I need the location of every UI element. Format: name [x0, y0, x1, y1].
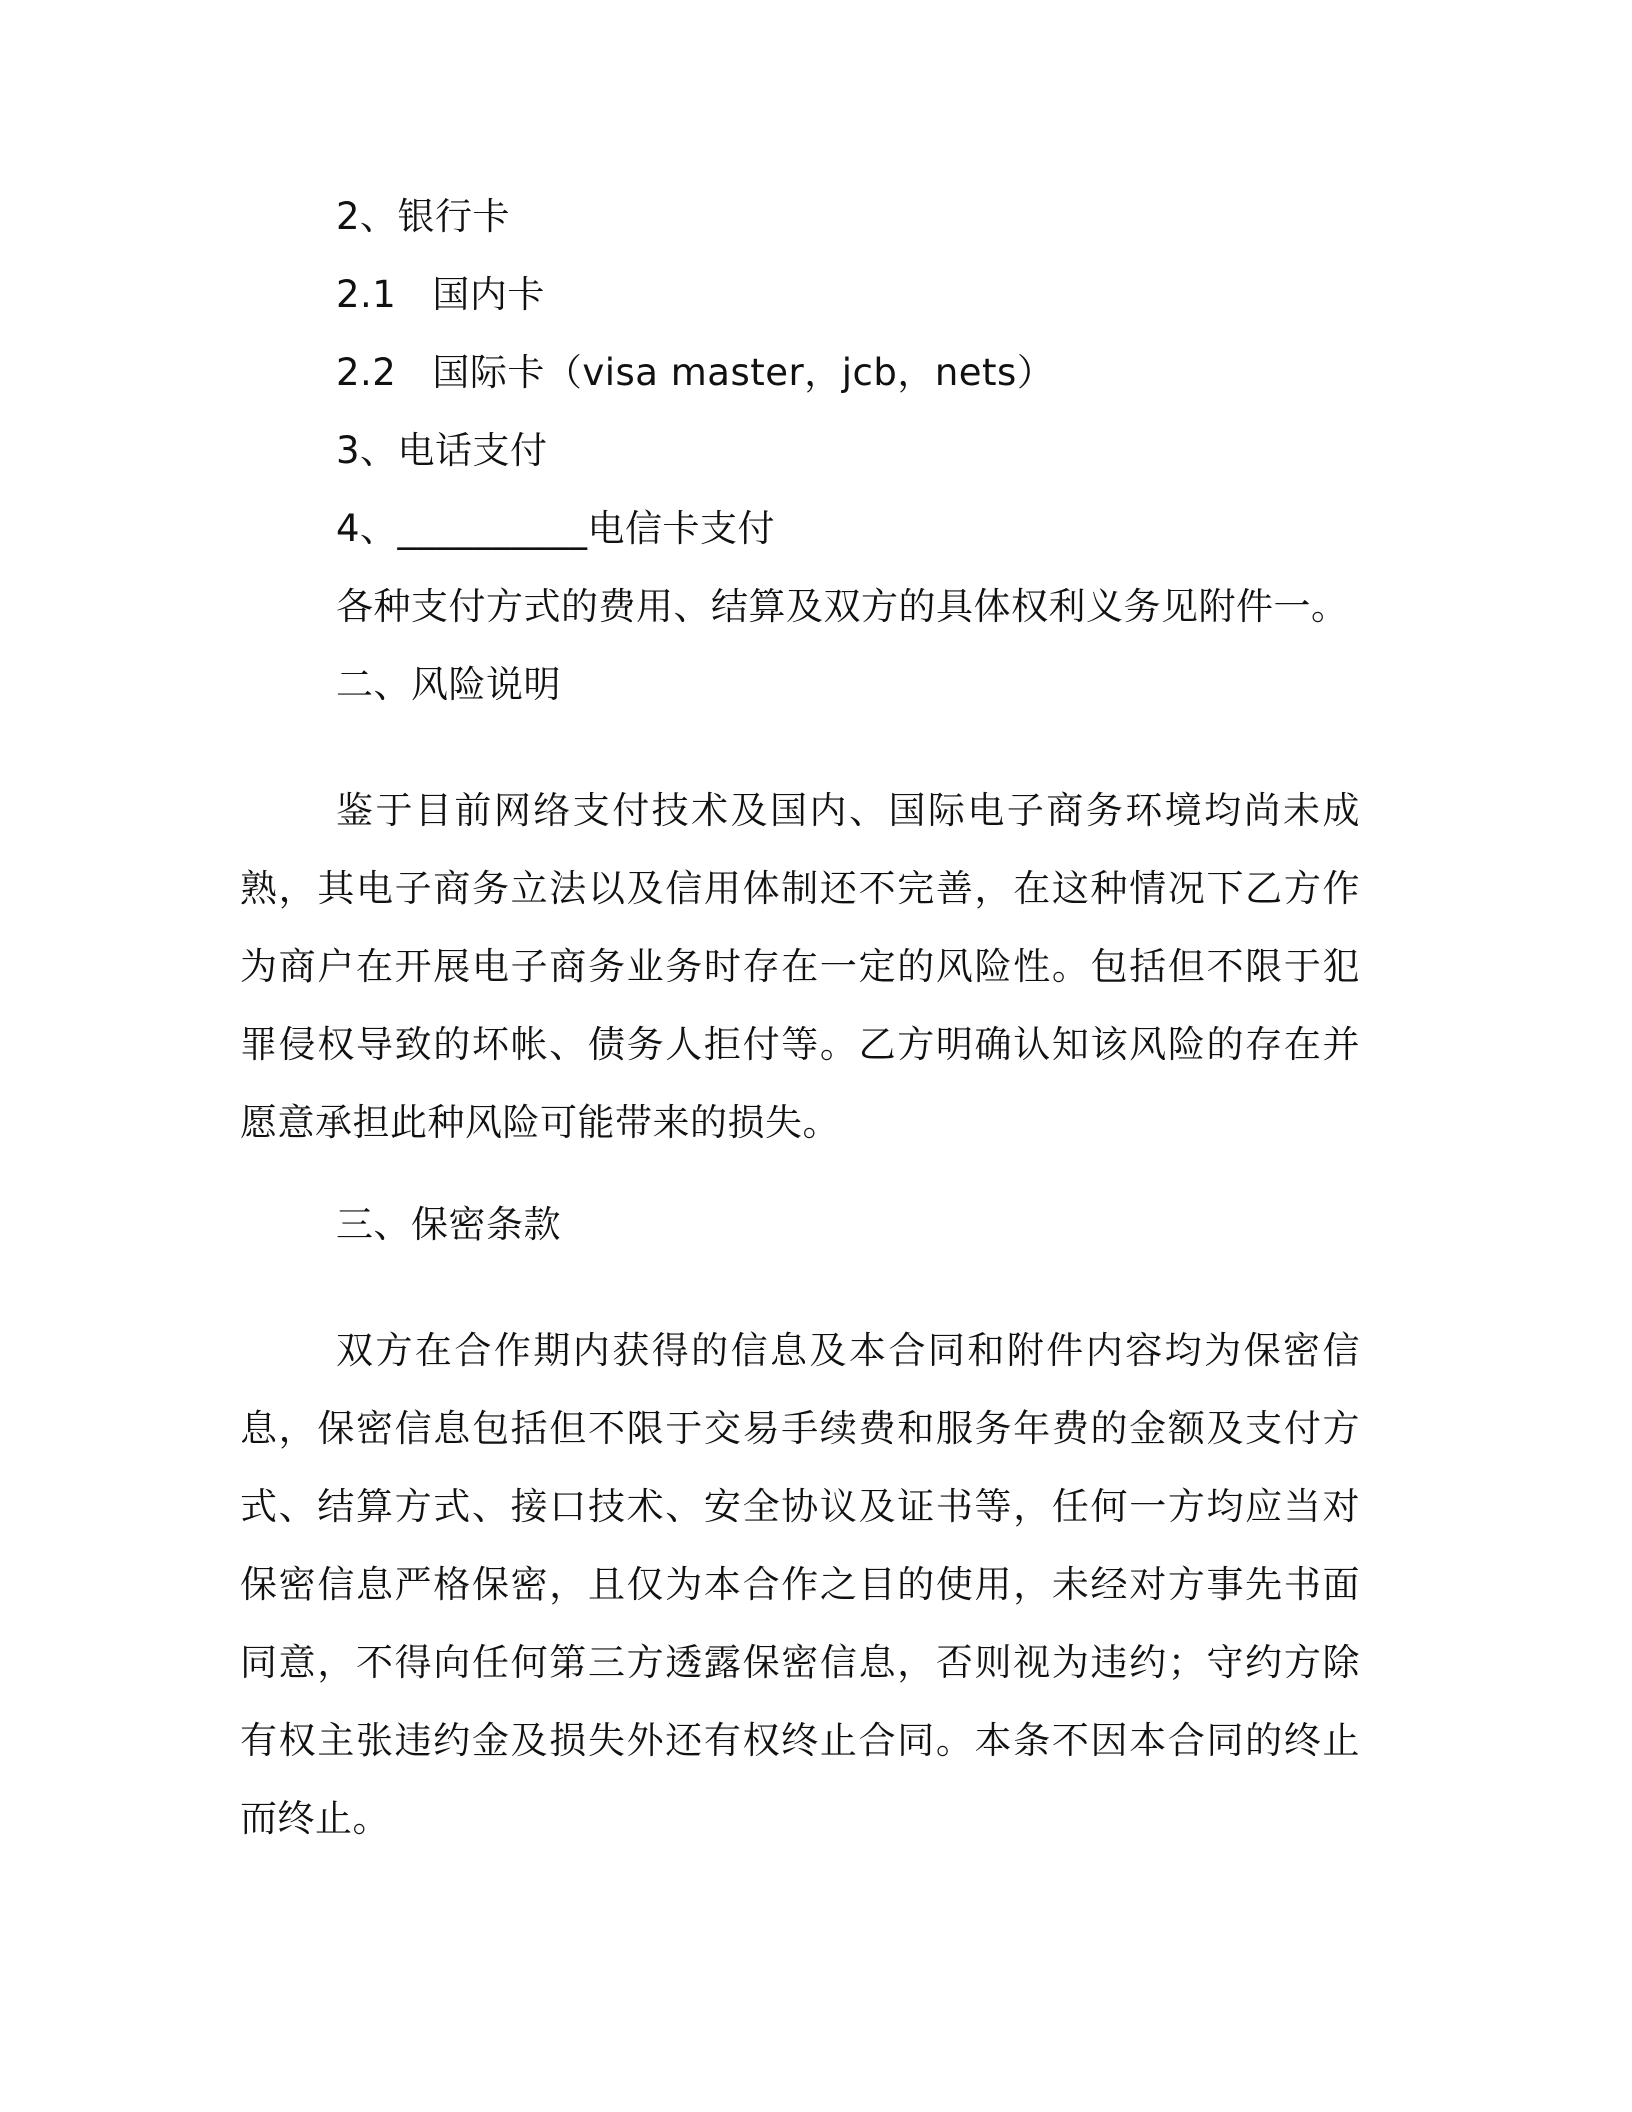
fee-note: 各种支付方式的费用、结算及双方的具体权利义务见附件一。 [336, 585, 1349, 628]
list-item-international-card [240, 334, 1360, 412]
item-text: 银行卡 [397, 195, 511, 238]
list-item-telecom-card-payment [240, 490, 1360, 568]
section-heading-confidentiality: 三、保密条款 [336, 1203, 561, 1246]
item-number: 4、 [336, 507, 398, 550]
fill-in-blank: __________ [397, 507, 588, 550]
item-number: 2、 [336, 195, 398, 238]
list-item-bank-card [240, 178, 1360, 256]
item-number: 2.1 [336, 273, 397, 316]
item-text: 电信卡支付 [587, 507, 776, 550]
item-number: 2.2 [336, 351, 397, 394]
document-content [240, 178, 1360, 1858]
item-text: 国际卡（visa master，jcb，nets） [432, 351, 1055, 394]
section-body-confidentiality: 双方在合作期内获得的信息及本合同和附件内容均为保密信息，保密信息包括但不限于交易手续费和服务年费的金额及支付方式、结算方式、接口技术、安全协议及证书等，任何一方均应当对保密信息严格保密，且仅为本合作之目的使用，未经对方事先书面同意，不得向任何第三方透露保密信息，否则视为违约；守约方除有权主张违约金及损失外还有权终止合同。本条不因本合同的终止而终止。 [240, 1329, 1360, 1840]
list-item-phone-payment [240, 412, 1360, 490]
list-item-domestic-card [240, 256, 1360, 334]
item-text: 国内卡 [432, 273, 545, 316]
item-text: 电话支付 [397, 429, 548, 472]
section-body-risk: 鉴于目前网络支付技术及国内、国际电子商务环境均尚未成熟，其电子商务立法以及信用体制还不完善，在这种情况下乙方作为商户在开展电子商务业务时存在一定的风险性。包括但不限于犯罪侵权导致的坏帐、债务人拒付等。乙方明确认知该风险的存在并愿意承担此种风险可能带来的损失。 [240, 789, 1360, 1144]
item-number: 3、 [336, 429, 398, 472]
section-heading-risk: 二、风险说明 [336, 663, 561, 706]
